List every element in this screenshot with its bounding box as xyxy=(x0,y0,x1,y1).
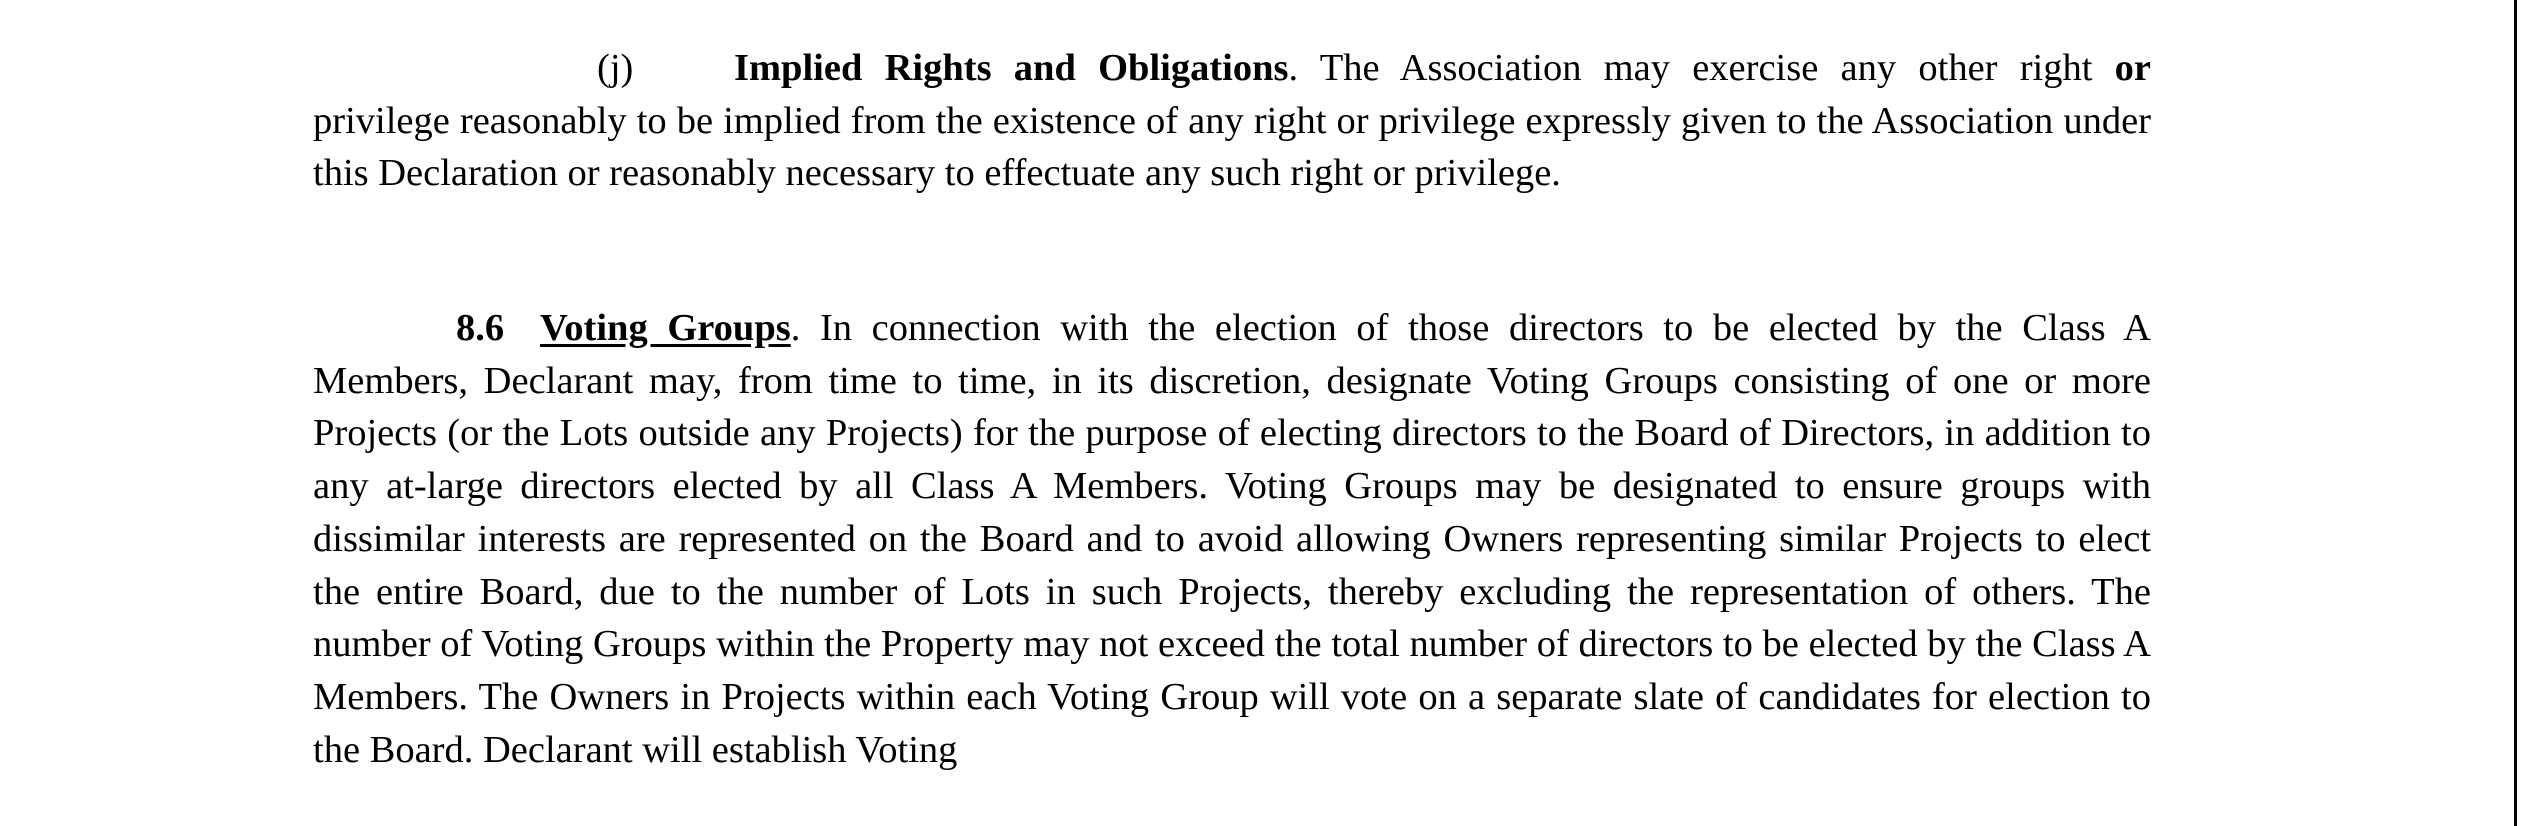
subsection-body-part1: . The Association may exercise any other right xyxy=(1288,47,2115,89)
section-number: 8.6 xyxy=(456,307,505,349)
section-body: . In connection with the election of those directors to be elected by the Class A Members, Declarant may, from time to time, in its discretion, designate Voting Groups consisting of one or more Projects (or the Lots outside any Projects) for the purpose of electing directors to the Board of Directors, in addition to any at-large directors elected by all Class A Members. Voting Groups may be designated to ensure groups with dissimilar interests are represented on the Board and to avoid allowing Owners representing similar Projects to elect the entire Board, due to the number of Lots in such Projects, thereby excluding the representation of others. The number of Voting Groups within the Property may not exceed the total number of directors to be elected by the Class A Members. The Owners in Projects within each Voting Group will vote on a separate slate of candidates for election to the Board. Declarant will establish Voting xyxy=(313,307,2151,771)
paragraph-voting-groups xyxy=(313,302,2151,776)
section-heading: Voting Groups xyxy=(540,307,791,349)
page-edge-rule xyxy=(2514,0,2517,826)
subsection-heading: Implied Rights and Obligations xyxy=(734,47,1289,89)
subsection-marker: (j) xyxy=(597,47,634,89)
subsection-body-part2: privilege reasonably to be implied from the existence of any right or privilege expressly given to the Association under this Declaration or reasonably necessary to effectuate any such right or privilege. xyxy=(313,99,2151,195)
paragraph-implied-rights xyxy=(313,42,2151,200)
bold-word-or: or xyxy=(2114,47,2152,89)
